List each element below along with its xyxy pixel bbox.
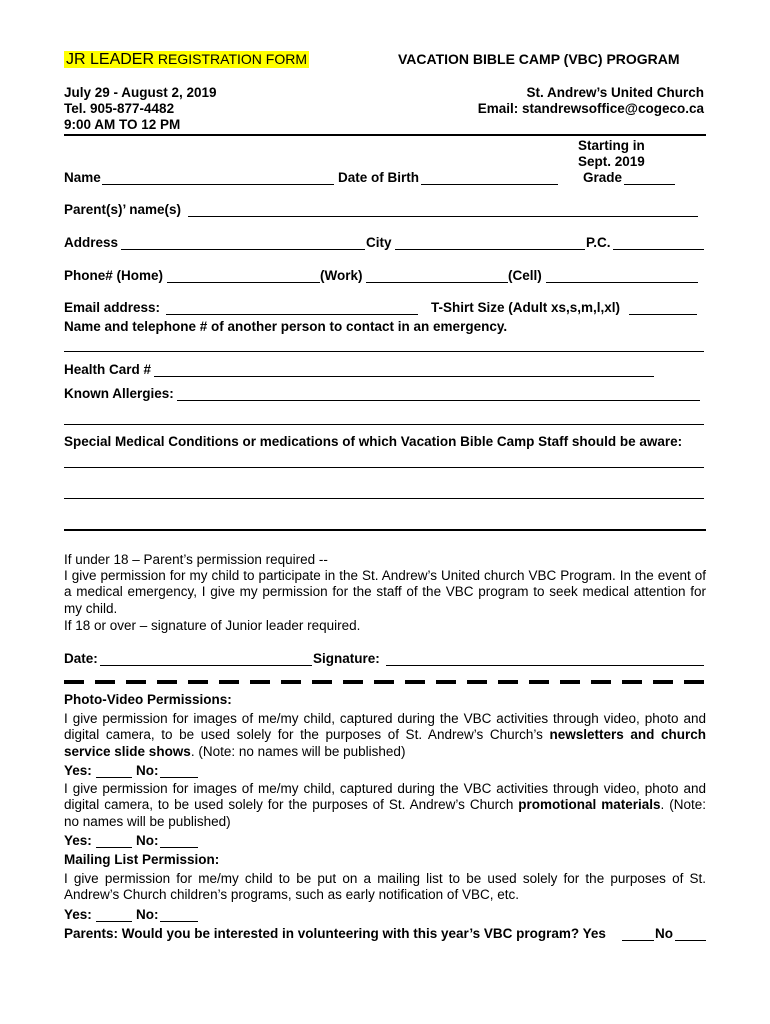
signature-label: Signature: [313,651,380,666]
date-field[interactable] [100,665,312,666]
form-title [64,50,309,69]
photo-paragraph-2: I give permission for images of me/my child, captured during the VBC activities through video, photo and digital camera, to be used solely for the purposes of St. Andrew’s Church promotional materials. (Note: no names will be published) [64,781,706,829]
emergency-field[interactable] [64,351,704,352]
health-card-field[interactable] [154,376,654,377]
pc-label: P.C. [586,235,611,250]
yes-field-3[interactable] [96,921,132,922]
name-field[interactable] [102,184,334,185]
grade-label: Grade [583,170,623,185]
permission-paragraph: I give permission for my child to participate in the St. Andrew’s United church VBC Program. In the event of a medical emergency, I give my permission for the staff of the VBC program to seek medical attention for my child. [64,568,706,616]
starting-in-label: Starting in [578,138,645,153]
yes-field-1[interactable] [96,777,132,778]
camp-dates: July 29 - August 2, 2019 [64,85,217,100]
church-email: Email: standrewsoffice@cogeco.ca [477,101,704,116]
no-label-2: No: [136,833,159,848]
yes-label-1: Yes: [64,763,92,778]
dob-field[interactable] [421,184,558,185]
email-label: Email address: [64,300,161,315]
medical-field-2[interactable] [64,498,704,499]
photo-paragraph-1: I give permission for images of me/my child, captured during the VBC activities through video, photo and digital camera, to be used solely for the purposes of St. Andrew’s Church’s newsletters and church service slide shows. (Note: no names will be published) [64,711,706,759]
section-divider [64,529,706,531]
phone-work-field[interactable] [366,282,508,283]
health-card-label: Health Card # [64,362,152,377]
form-title-main: JR LEADER [66,51,155,68]
phone-work-label: (Work) [320,268,363,283]
allergies-field[interactable] [177,400,700,401]
medical-label: Special Medical Conditions or medications of which Vacation Bible Camp Staff should be aware: [64,434,683,449]
volunteer-yes-field[interactable] [622,940,654,941]
address-field[interactable] [121,249,365,250]
parents-field[interactable] [188,216,698,217]
camp-phone: Tel. 905-877-4482 [64,101,175,116]
volunteer-no-field[interactable] [675,940,706,941]
phone-cell-label: (Cell) [508,268,542,283]
email-field[interactable] [166,314,418,315]
name-label: Name [64,170,101,185]
phone-cell-field[interactable] [546,282,698,283]
phone-home-label: Phone# (Home) [64,268,164,283]
no-field-3[interactable] [160,921,198,922]
tshirt-label: T-Shirt Size (Adult xs,s,m,l,xl) [431,300,621,315]
grade-field[interactable] [624,184,675,185]
yes-field-2[interactable] [96,847,132,848]
date-label: Date: [64,651,98,666]
emergency-label: Name and telephone # of another person to contact in an emergency. [64,319,508,334]
header-divider [64,134,706,136]
tshirt-field[interactable] [629,314,697,315]
pc-field[interactable] [613,249,704,250]
photo-heading: Photo-Video Permissions: [64,692,232,707]
mailing-paragraph: I give permission for me/my child to be put on a mailing list to be used solely for the purposes of St. Andrew’s Church children’s programs, such as early notification of VBC, etc. [64,871,706,903]
signature-field[interactable] [386,665,704,666]
church-name: St. Andrew’s United Church [526,85,704,100]
parents-label: Parent(s)’ name(s) [64,202,182,217]
dob-label: Date of Birth [338,170,419,185]
permission-adult: If 18 or over – signature of Junior leader required. [64,618,361,633]
volunteer-question: Parents: Would you be interested in volunteering with this year’s VBC program? Yes [64,926,606,941]
no-label-1: No: [136,763,159,778]
yes-label-2: Yes: [64,833,92,848]
no-field-1[interactable] [160,777,198,778]
no-field-2[interactable] [160,847,198,848]
permission-intro: If under 18 – Parent’s permission required -- [64,552,328,567]
phone-home-field[interactable] [167,282,320,283]
mailing-heading: Mailing List Permission: [64,852,220,867]
cut-line [64,680,706,684]
no-label-3: No: [136,907,159,922]
volunteer-no-label: No [655,926,673,941]
allergies-field-2[interactable] [64,424,704,425]
city-label: City [366,235,392,250]
address-label: Address [64,235,119,250]
camp-hours: 9:00 AM TO 12 PM [64,117,181,132]
medical-field-1[interactable] [64,467,704,468]
allergies-label: Known Allergies: [64,386,174,401]
sept-label: Sept. 2019 [578,154,645,169]
program-title: VACATION BIBLE CAMP (VBC) PROGRAM [398,51,680,67]
city-field[interactable] [395,249,585,250]
form-title-rest: REGISTRATION FORM [154,51,307,67]
yes-label-3: Yes: [64,907,92,922]
